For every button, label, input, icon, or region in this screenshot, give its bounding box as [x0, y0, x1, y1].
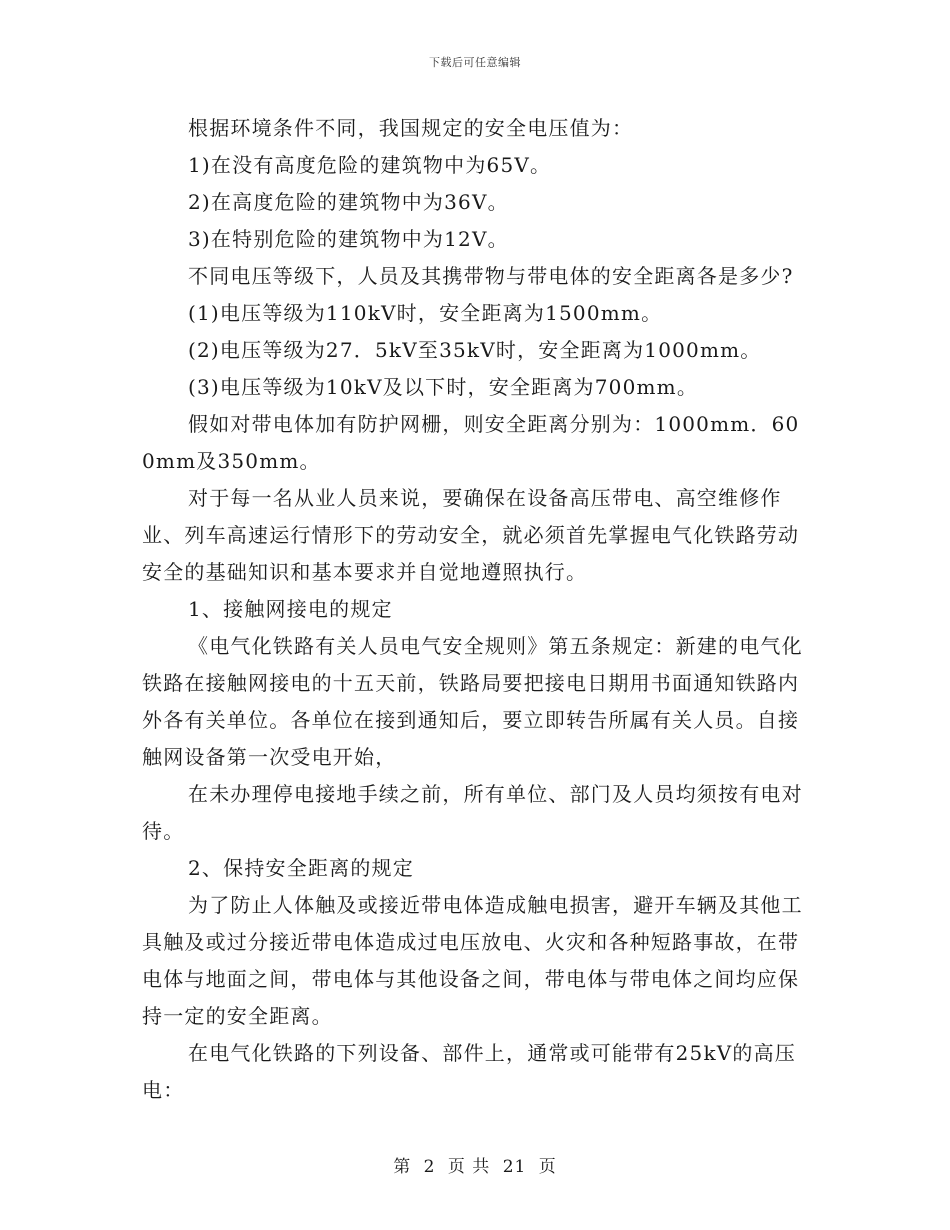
footer-total-pages: 21 — [502, 1157, 527, 1177]
footer-prefix: 第 — [393, 1157, 412, 1177]
paragraph: (3)电压等级为10kV及以下时，安全距离为700mm。 — [188, 375, 699, 399]
footer-middle: 页 共 — [447, 1157, 491, 1177]
paragraph: 1)在没有高度危险的建筑物中为65V。 — [188, 153, 552, 177]
header-note: 下载后可任意编辑 — [429, 56, 521, 69]
paragraph: (1)电压等级为110kV时，安全距离为1500mm。 — [188, 301, 663, 325]
paragraph: (2)电压等级为27．5kV至35kV时，安全距离为1000mm。 — [188, 338, 762, 362]
section-heading: 1、接触网接电的规定 — [188, 597, 393, 621]
footer-page-number: 2 — [423, 1157, 436, 1177]
paragraph: 3)在特别危险的建筑物中为12V。 — [188, 227, 509, 251]
paragraph: 在电气化铁路的下列设备、部件上，通常或可能带有25kV的高压电： — [142, 1041, 797, 1102]
paragraph: 在未办理停电接地手续之前，所有单位、部门及人员均须按有电对待。 — [142, 782, 803, 843]
page-footer — [0, 1152, 950, 1177]
body-text — [142, 110, 810, 1109]
paragraph: 为了防止人体触及或接近带电体造成触电损害，避开车辆及其他工具触及或过分接近带电体造成过电压放电、火灾和各种短路事故，在带电体与地面之间，带电体与其他设备之间，带电体与带电体之间均应保持一定的安全距离。 — [142, 893, 803, 1028]
paragraph: 假如对带电体加有防护网栅，则安全距离分别为：1000mm．600mm及350mm。 — [142, 412, 800, 473]
paragraph: 对于每一名从业人员来说，要确保在设备高压带电、高空维修作业、列车高速运行情形下的劳动安全，就必须首先掌握电气化铁路劳动安全的基础知识和基本要求并自觉地遵照执行。 — [142, 486, 800, 584]
paragraph: 不同电压等级下，人员及其携带物与带电体的安全距离各是多少? — [188, 264, 794, 288]
paragraph: 《电气化铁路有关人员电气安全规则》第五条规定：新建的电气化铁路在接触网接电的十五天前，铁路局要把接电日期用书面通知铁路内外各有关单位。各单位在接到通知后，要立即转告所属有关人员。自接触网设备第一次受电开始， — [142, 634, 803, 769]
footer-suffix: 页 — [538, 1157, 557, 1177]
section-heading: 2、保持安全距离的规定 — [188, 856, 414, 880]
paragraph: 2)在高度危险的建筑物中为36V。 — [188, 190, 509, 214]
paragraph: 根据环境条件不同，我国规定的安全电压值为： — [188, 116, 634, 140]
